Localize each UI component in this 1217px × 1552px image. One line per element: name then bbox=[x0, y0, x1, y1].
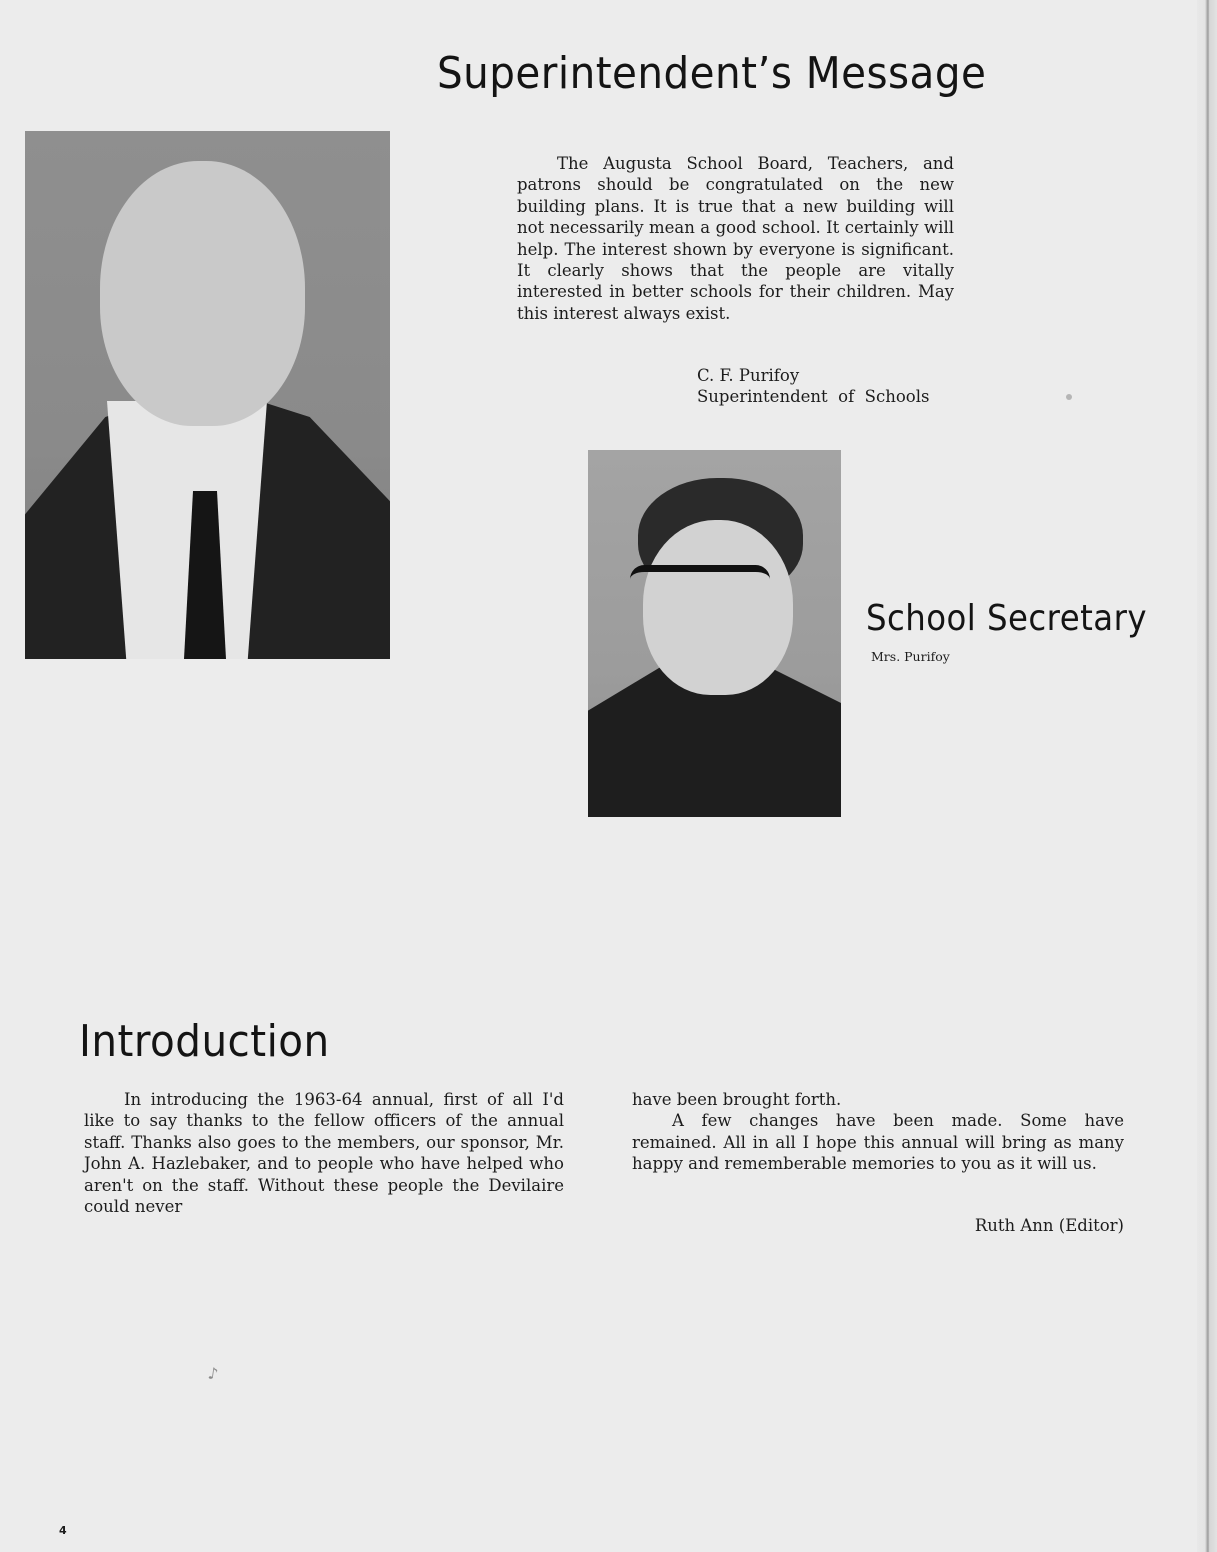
secretary-photo bbox=[588, 450, 841, 817]
introduction-paragraph-1: In introducing the 1963-64 annual, first of all I'd like to say thanks to the fellow officers of the annual staff. Thanks also goes to the members, our sponsor, Mr. John A. Hazlebaker, and to people who have helped who aren't on the staff. Without these people the Devilaire could never bbox=[84, 1090, 564, 1217]
school-secretary-title: School Secretary bbox=[866, 598, 1147, 639]
introduction-paragraph-1-continued: have been brought forth. bbox=[632, 1090, 842, 1109]
superintendent-message-title: Superintendent’s Message bbox=[437, 48, 987, 99]
page-number: 4 bbox=[59, 1524, 67, 1537]
page-binding-edge bbox=[1197, 0, 1217, 1552]
paper-speck bbox=[1066, 394, 1072, 400]
introduction-paragraph-2: A few changes have been made. Some have remained. All in all I hope this annual will bring as many happy and rememberable memories to you as it will us. bbox=[632, 1111, 1124, 1174]
secretary-name: Mrs. Purifoy bbox=[871, 649, 950, 664]
editor-signature: Ruth Ann (Editor) bbox=[974, 1216, 1124, 1235]
superintendent-photo bbox=[25, 131, 390, 659]
glasses-shape bbox=[630, 565, 770, 608]
face-shape bbox=[100, 161, 305, 426]
signature-title: Superintendent of Schools bbox=[697, 387, 930, 407]
signature-name: C. F. Purifoy bbox=[697, 366, 800, 385]
introduction-right-column bbox=[632, 1089, 1124, 1175]
superintendent-message-text: The Augusta School Board, Teachers, and patrons should be congratulated on the new building plans. It is true that a new building will not necessarily mean a good school. It certainly will help. The interest shown by everyone is significant. It clearly shows that the people are vitally interested in better schools for their children. May this interest always exist. bbox=[517, 154, 954, 323]
introduction-title: Introduction bbox=[79, 1016, 330, 1067]
pencil-mark: ♪ bbox=[206, 1363, 220, 1384]
superintendent-signature bbox=[697, 365, 929, 408]
